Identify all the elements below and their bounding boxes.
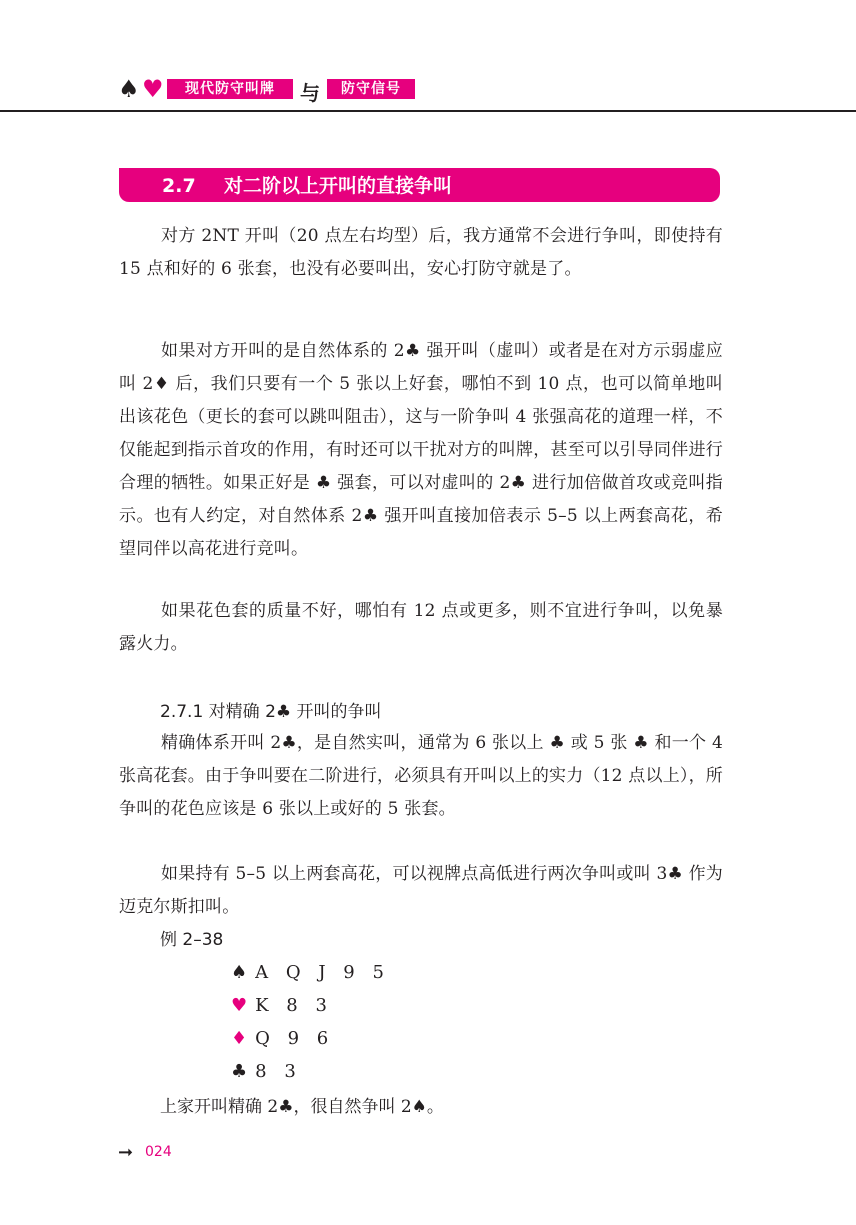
hand-cards-hearts: K 8 3 <box>255 995 333 1016</box>
header-divider <box>0 110 856 112</box>
hand-row-hearts <box>231 991 333 1021</box>
paragraph-3: 如果花色套的质量不好，哪怕有 12 点或更多，则不宜进行争叫，以免暴露火力。 <box>119 601 723 654</box>
arrow-right-icon: ➞ <box>118 1142 134 1163</box>
hand-cards-diamonds: Q 9 6 <box>255 1028 335 1049</box>
book-title-joiner: 与 <box>300 81 320 105</box>
hand-cards-clubs: 8 3 <box>255 1061 302 1082</box>
running-header <box>0 0 856 112</box>
page-number: 024 <box>145 1144 172 1160</box>
heart-icon: ♥ <box>231 995 248 1016</box>
book-title-part1: 现代防守叫牌 <box>167 79 293 99</box>
club-icon: ♣ <box>231 1061 248 1082</box>
section-title: 对二阶以上开叫的直接争叫 <box>224 175 453 197</box>
hand-row-diamonds <box>231 1024 334 1054</box>
heart-icon: ♥ <box>142 75 164 103</box>
paragraph-1: 对方 2NT 开叫（20 点左右均型）后，我方通常不会进行争叫，即使持有 15 点和好的 6 张套，也没有必要叫出，安心打防守就是了。 <box>119 226 723 279</box>
section-number: 2.7 <box>162 175 196 197</box>
hand-row-spades <box>231 958 390 988</box>
spade-icon: ♠ <box>231 962 248 983</box>
hand-cards-spades: A Q J 9 5 <box>255 962 390 983</box>
book-title-part2: 防守信号 <box>327 79 415 99</box>
paragraph-2: 如果对方开叫的是自然体系的 2♣ 强开叫（虚叫）或者是在对方示弱虚应叫 2♦ 后，我们只要有一个 5 张以上好套，哪怕不到 10 点，也可以简单地叫出该花色（更长的套可以跳叫阻击），这与一阶争叫 4 张强高花的道理一样，不仅能起到指示首攻的作用，有时还可以干扰对方的叫牌，甚至可以引导同伴进行合理的牺牲。如果正好是 ♣ 强套，可以对虚叫的 2♣ 进行加倍做首攻或竞叫指示。也有人约定，对自然体系 2♣ 强开叫直接加倍表示 5–5 以上两套高花，希望同伴以高花进行竞叫。 <box>119 341 723 559</box>
hand-row-clubs <box>231 1057 302 1087</box>
diamond-icon: ♦ <box>231 1028 248 1049</box>
subsection-heading: 2.7.1 对精确 2♣ 开叫的争叫 <box>160 702 382 722</box>
example-label: 例 2–38 <box>160 930 224 950</box>
subsection-paragraph-1: 精确体系开叫 2♣，是自然实叫，通常为 6 张以上 ♣ 或 5 张 ♣ 和一个 4 张高花套。由于争叫要在二阶进行，必须具有开叫以上的实力（12 点以上），所争叫的花色应该是 6 张以上或好的 5 张套。 <box>119 733 723 819</box>
example-note: 上家开叫精确 2♣，很自然争叫 2♠。 <box>160 1097 444 1117</box>
spade-icon: ♠ <box>118 75 140 103</box>
subsection-paragraph-2: 如果持有 5–5 以上两套高花，可以视牌点高低进行两次争叫或叫 3♣ 作为迈克尔斯扣叫。 <box>119 864 723 917</box>
